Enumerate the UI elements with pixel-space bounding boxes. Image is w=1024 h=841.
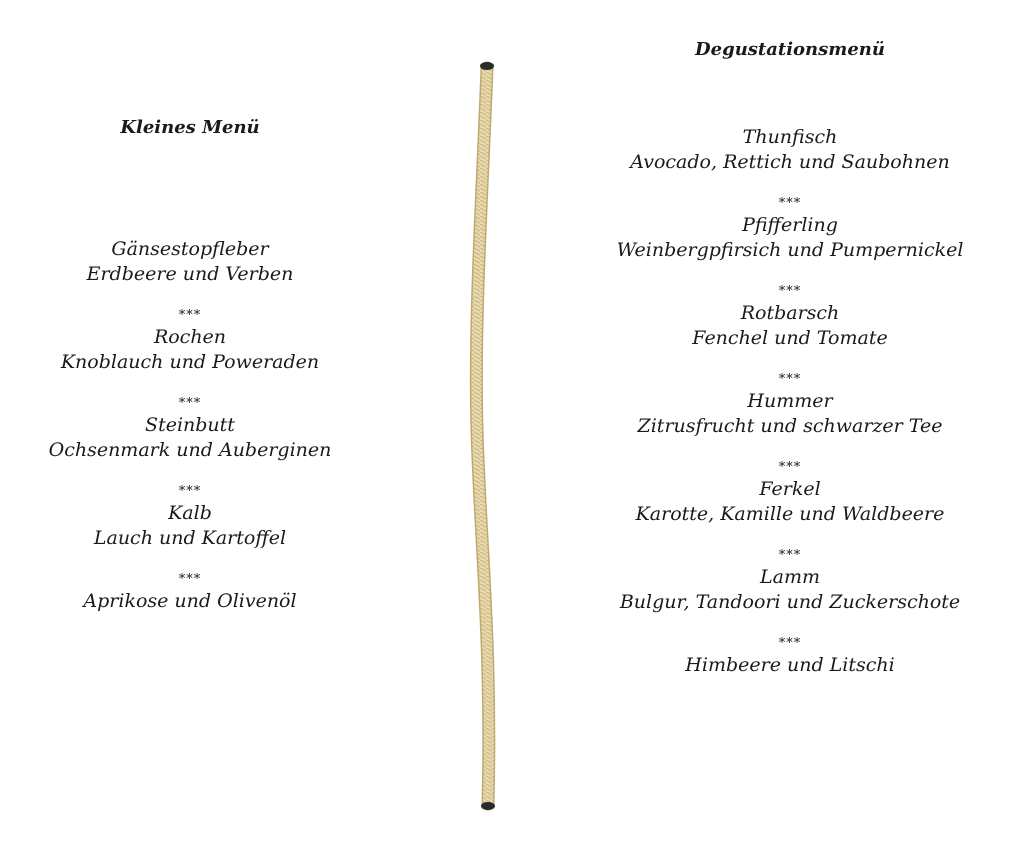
menu-course (590, 125, 990, 175)
course-name: Steinbutt (145, 414, 235, 436)
left-menu-title: Kleines Menü (120, 117, 260, 138)
course-name: Gänsestopfleber (111, 238, 269, 260)
course-detail: Himbeere und Litschi (685, 654, 895, 676)
course-separator: *** (778, 284, 802, 299)
course-separator: *** (778, 460, 802, 475)
course-name: Pfifferling (742, 214, 838, 236)
menu-course (30, 413, 350, 463)
course-separator: *** (178, 572, 202, 587)
menu-course (30, 325, 350, 375)
course-detail: Aprikose und Olivenöl (83, 590, 297, 612)
course-detail: Knoblauch und Poweraden (60, 351, 320, 373)
right-menu-title: Degustationsmenü (695, 39, 885, 60)
menu-course (590, 213, 990, 263)
course-detail: Fenchel und Tomate (692, 327, 888, 349)
course-name: Rotbarsch (740, 302, 840, 324)
menu-course (30, 237, 350, 287)
menu-course (590, 565, 990, 615)
course-separator: *** (778, 372, 802, 387)
course-name: Hummer (747, 390, 833, 412)
course-separator: *** (778, 548, 802, 563)
menu-course (30, 501, 350, 551)
course-separator: *** (178, 308, 202, 323)
course-detail: Weinbergpfirsich und Pumpernickel (616, 239, 964, 261)
course-detail: Erdbeere und Verben (86, 263, 294, 285)
menu-course (590, 389, 990, 439)
right-menu (590, 38, 990, 678)
menu-course (30, 589, 350, 614)
menu-course (590, 653, 990, 678)
course-detail: Karotte, Kamille und Waldbeere (635, 503, 945, 525)
course-separator: *** (778, 196, 802, 211)
course-detail: Zitrusfrucht und schwarzer Tee (637, 415, 943, 437)
course-separator: *** (178, 484, 202, 499)
course-name: Lamm (760, 566, 820, 588)
left-menu (30, 116, 350, 614)
course-detail: Ochsenmark und Auberginen (48, 439, 332, 461)
course-detail: Lauch und Kartoffel (93, 527, 287, 549)
course-name: Ferkel (759, 478, 821, 500)
course-detail: Avocado, Rettich und Saubohnen (630, 151, 950, 173)
course-detail: Bulgur, Tandoori und Zuckerschote (619, 591, 961, 613)
menu-course (590, 477, 990, 527)
course-name: Rochen (153, 326, 227, 348)
course-name: Thunfisch (742, 126, 838, 148)
course-name: Kalb (168, 502, 212, 524)
menu-course (590, 301, 990, 351)
course-separator: *** (178, 396, 202, 411)
course-separator: *** (778, 636, 802, 651)
